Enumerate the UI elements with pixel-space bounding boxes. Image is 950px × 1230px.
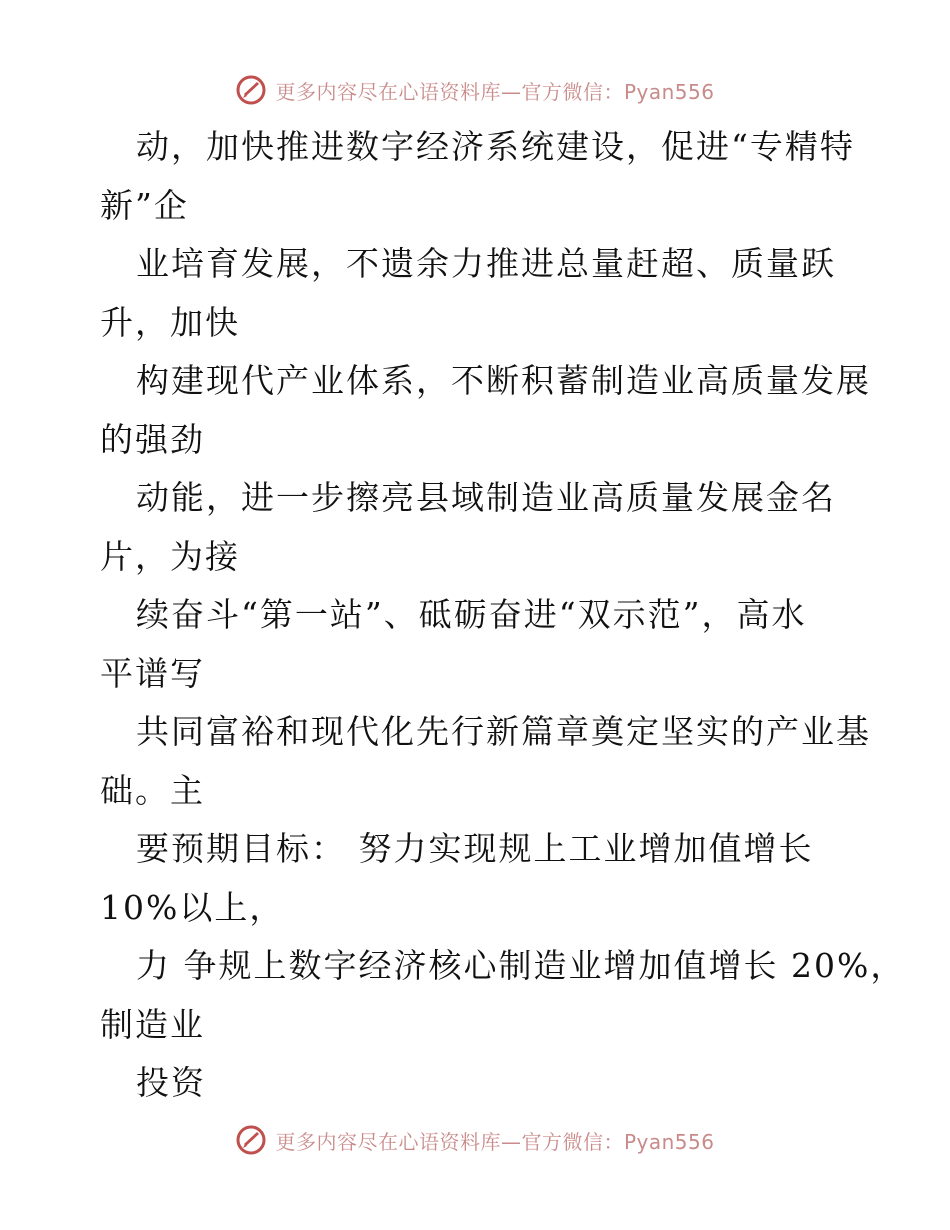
text-line: 片，为接 [100,536,240,576]
header-watermark-text: 更多内容尽在心语资料库—官方微信：Pyan556 [275,79,715,104]
text-line: 业培育发展，不遗余力推进总量赶超、质量跃 [136,244,836,283]
footer-watermark-text: 更多内容尽在心语资料库—官方微信：Pyan556 [275,1129,715,1154]
text-line: 升，加快 [100,302,240,342]
text-line: 动，加快推进数字经济系统建设，促进“专精特 [136,127,855,166]
text-line: 的强劲 [100,419,205,459]
text-line: 动能，进一步擦亮县域制造业高质量发展金名 [136,478,836,517]
document-body [100,118,906,1113]
text-line: 共同富裕和现代化先行新篇章奠定坚实的产业基 [136,712,871,751]
text-line: 构建现代产业体系，不断积蓄制造业高质量发展 [136,361,871,400]
header-watermark-banner [0,70,950,110]
text-line: 新”企 [100,185,189,225]
text-line: 础。主 [100,770,205,810]
text-line: 10%以上， [100,887,285,927]
text-line: 制造业 [100,1004,205,1044]
seal-logo-icon [235,74,267,106]
text-line: 投资 [136,1063,206,1102]
text-line: 平谱写 [100,653,205,693]
text-line: 力 争规上数字经济核心制造业增加值增长 20%， [136,946,906,985]
text-line: 续奋斗“第一站”、砥砺奋进“双示范”，高水 [136,595,807,634]
text-line: 要预期目标： 努力实现规上工业增加值增长 [136,829,814,868]
seal-logo-icon [235,1124,267,1156]
footer-watermark-banner [0,1120,950,1160]
